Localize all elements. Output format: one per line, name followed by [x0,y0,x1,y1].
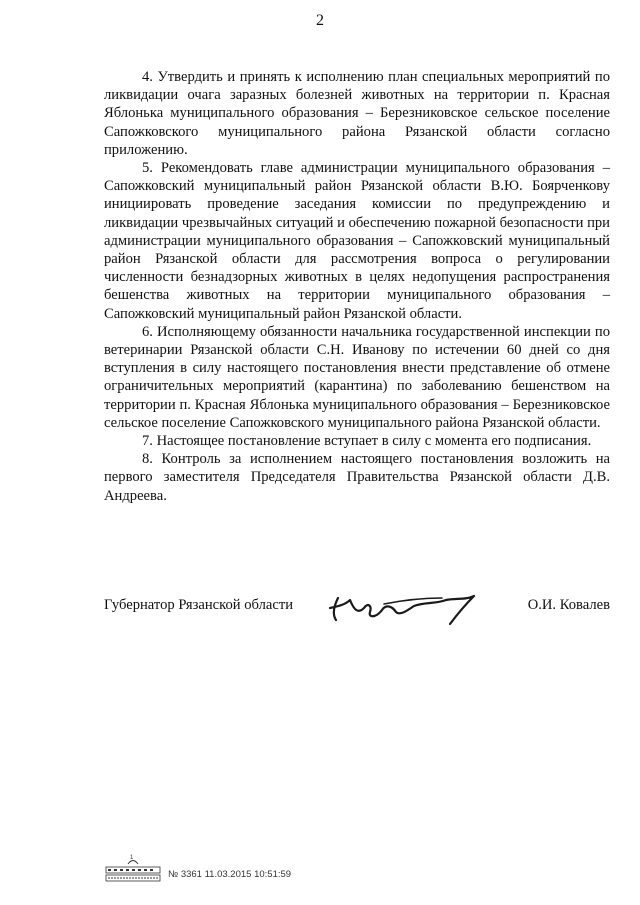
signature-block [104,588,610,628]
signatory-title: Губернатор Рязанской области [104,597,294,613]
paragraph-5: 5. Рекомендовать главе администрации муниципального образования – Сапожковский муниципальный район Рязанской области В.Ю. Боярченкову инициировать проведение заседания комиссии по предупреждению и ликвидации чрезвычайных ситуаций и обеспечению пожарной безопасности при администрации муниципального образования – Сапожковский муниципальный район Рязанской области для рассмотрения вопроса о регулировании численности безнадзорных животных в целях недопущения распространения бешенства животных на территории муниципального образования – Сапожковский муниципальный район Рязанской области. [104,160,610,322]
footer [104,855,404,885]
page-number: 2 [316,12,324,29]
document-reference: № 3361 11.03.2015 10:51:59 [168,869,292,880]
signatory-name: О.И. Ковалев [527,597,610,613]
paragraph-7: 7. Настоящее постановление вступает в силу с момента его подписания. [142,433,592,450]
logo-mark: 1 [130,855,134,861]
handwritten-signature [324,588,494,628]
document-body [104,68,610,505]
paragraph-4: 4. Утвердить и принять к исполнению план специальных мероприятий по ликвидации очага заразных болезней животных на территории п. Красная Яблонька муниципального образования – Березниковское сельское поселение Сапожковского муниципального района Рязанской области согласно приложению. [104,69,610,158]
paragraph-6: 6. Исполняющему обязанности начальника государственной инспекции по ветеринарии Рязанской области С.Н. Иванову по истечении 60 дней со дня вступления в силу настоящего постановления внести представление об отмене ограничительных мероприятий (карантина) по заболеванию бешенством на территории п. Красная Яблонька муниципального образования – Березниковское сельское поселение Сапожковского муниципального района Рязанской области. [104,323,610,431]
paragraph-8: 8. Контроль за исполнением настоящего постановления возложить на первого заместителя Председателя Правительства Рязанской области Д.В. Андреева. [104,451,610,504]
